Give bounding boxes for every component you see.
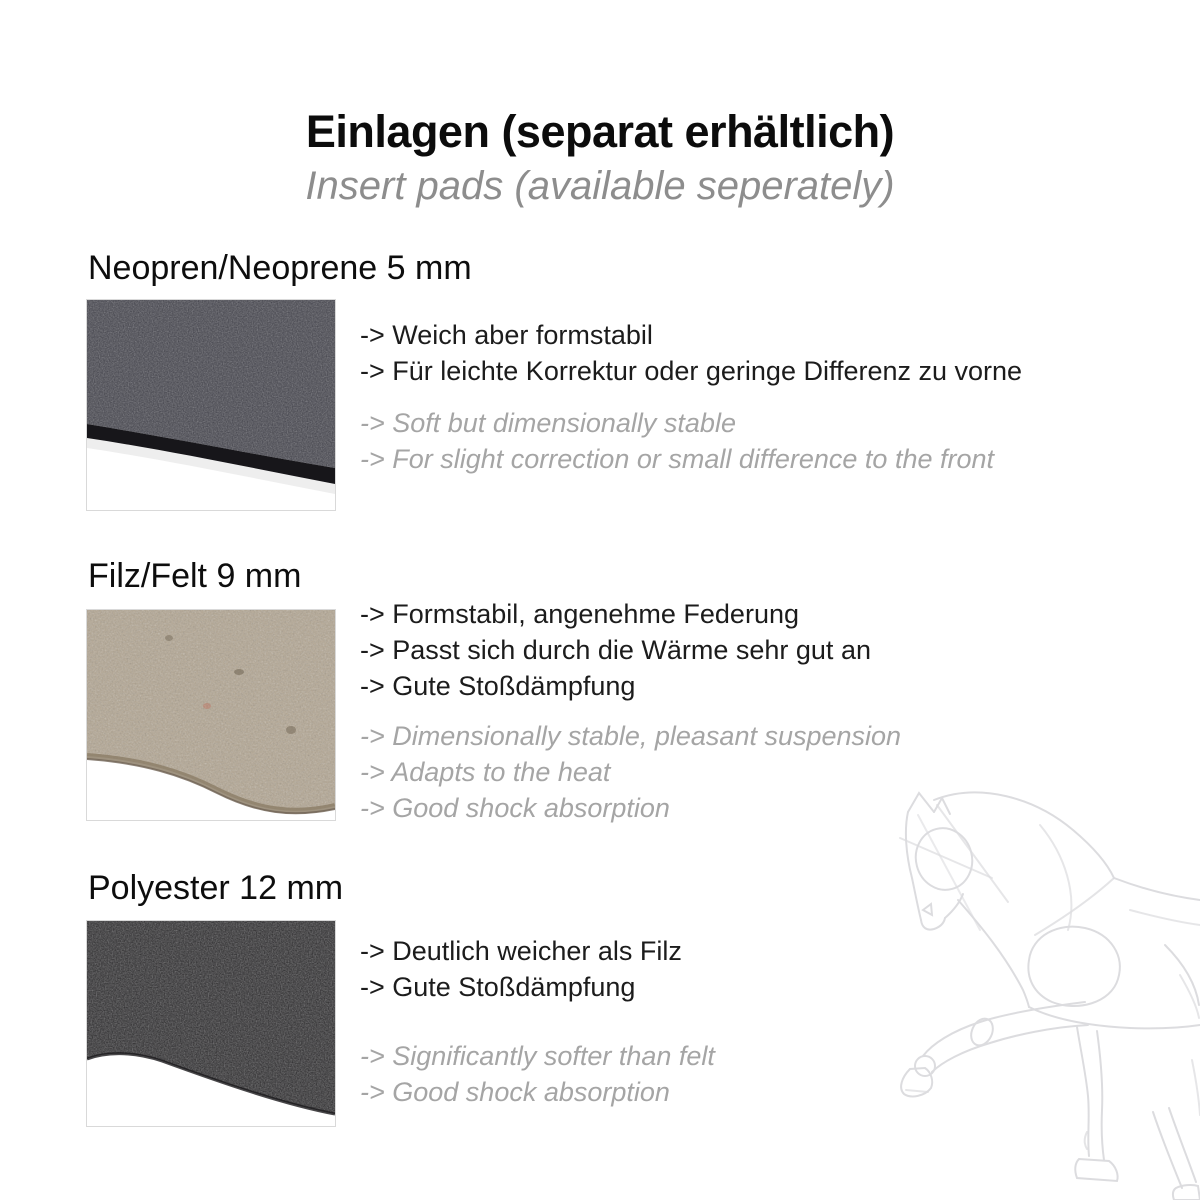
neoprene-points-de bbox=[360, 317, 1022, 389]
bullet-line: -> Good shock absorption bbox=[360, 1077, 670, 1107]
bullet-line: -> Soft but dimensionally stable bbox=[360, 408, 736, 438]
bullet-line: -> Für leichte Korrektur oder geringe Differenz zu vorne bbox=[360, 356, 1023, 386]
bullet-line: -> Deutlich weicher als Filz bbox=[360, 936, 682, 966]
polyester-texture-image bbox=[87, 921, 335, 1126]
felt-points-en bbox=[360, 718, 901, 826]
bullet-line: -> Gute Stoßdämpfung bbox=[360, 972, 636, 1002]
felt-photo bbox=[86, 609, 336, 821]
page-title: Einlagen (separat erhältlich) bbox=[305, 106, 895, 158]
polyester-photo bbox=[86, 920, 336, 1127]
bullet-line: -> Gute Stoßdämpfung bbox=[360, 671, 636, 701]
felt-texture-image bbox=[87, 610, 335, 820]
page-subtitle: Insert pads (available seperately) bbox=[305, 164, 895, 209]
polyester-points-en bbox=[360, 1038, 715, 1110]
section-heading-neoprene: Neopren/Neoprene 5 mm bbox=[88, 249, 472, 287]
bullet-line: -> Dimensionally stable, pleasant suspension bbox=[360, 721, 902, 751]
polyester-points-de bbox=[360, 933, 682, 1005]
bullet-line: -> For slight correction or small difference to the front bbox=[360, 444, 995, 474]
bullet-line: -> Good shock absorption bbox=[360, 793, 670, 823]
bullet-line: -> Passt sich durch die Wärme sehr gut an bbox=[360, 635, 871, 665]
section-heading-polyester: Polyester 12 mm bbox=[88, 869, 344, 907]
neoprene-photo bbox=[86, 299, 336, 511]
horse-sketch-icon bbox=[830, 760, 1200, 1200]
neoprene-texture-image bbox=[87, 300, 335, 510]
bullet-line: -> Significantly softer than felt bbox=[360, 1041, 715, 1071]
bullet-line: -> Weich aber formstabil bbox=[360, 320, 653, 350]
bullet-line: -> Adapts to the heat bbox=[360, 757, 611, 787]
section-heading-felt: Filz/Felt 9 mm bbox=[88, 557, 302, 595]
neoprene-points-en bbox=[360, 405, 994, 477]
bullet-line: -> Formstabil, angenehme Federung bbox=[360, 599, 799, 629]
felt-points-de bbox=[360, 596, 871, 704]
